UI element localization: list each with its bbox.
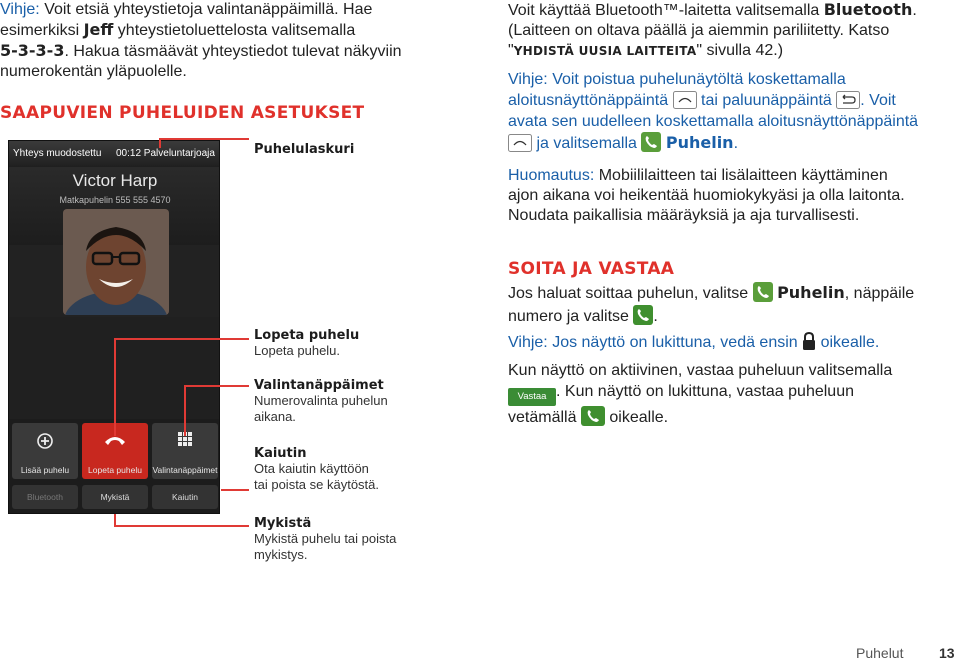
- section-title: SAAPUVIEN PUHELUIDEN ASETUKSET: [0, 103, 365, 123]
- note-label: Huomautus:: [508, 167, 595, 184]
- callout-body: Ota kaiutin käyttöön: [254, 461, 369, 476]
- text-line: Voit käyttää Bluetooth™-laitetta valitsemalla: [508, 2, 820, 19]
- text-line: . Kun näyttö on lukittuna, vastaa puheluun: [556, 383, 854, 400]
- end-call-label: Lopeta puhelu: [88, 465, 142, 475]
- text-line: Mobiililaitteen tai lisälaitteen käyttäminen: [598, 167, 888, 184]
- text-line: vetämällä: [508, 409, 577, 426]
- text-line: (Laitteen on oltava päällä ja aiemmin pariliitetty. Katso: [508, 22, 890, 39]
- phone-app-icon: [753, 282, 773, 302]
- add-call-label: Lisää puhelu: [20, 465, 70, 475]
- text-line: Jos haluat soittaa puhelun, valitse: [508, 285, 749, 302]
- text-line: Jos näyttö on lukittuna, vedä ensin: [552, 334, 798, 351]
- call-paragraph: Jos haluat soittaa puhelun, valitse Puhelin, näppäile numero ja valitse .: [508, 283, 915, 325]
- phone-status-bar: [9, 141, 220, 167]
- speaker-button[interactable]: Kaiutin: [152, 485, 218, 509]
- callout-title: Mykistä: [254, 516, 312, 531]
- tip3-paragraph: [508, 331, 958, 354]
- home-key-icon: [508, 134, 532, 152]
- tip-label: Vihje:: [508, 71, 548, 88]
- tip-name: Jeff: [83, 20, 114, 39]
- answer-paragraph: [508, 361, 958, 429]
- phone-screenshot: [8, 140, 220, 514]
- call-button-icon: [633, 305, 653, 325]
- text-line: oikealle.: [609, 409, 669, 426]
- bluetooth-button[interactable]: Bluetooth: [12, 485, 78, 509]
- text-line: . Voit: [860, 92, 896, 109]
- callout-counter-title: Puhelulaskuri: [254, 142, 355, 157]
- callout-line: [114, 338, 249, 340]
- phone-app-name: Puhelin: [665, 133, 734, 152]
- text-line: oikealle.: [820, 334, 880, 351]
- text-line: " sivulla 42.): [696, 42, 784, 59]
- text-line: ajon aikana voi heikentää huomiokykyäsi ja olla laitonta.: [508, 187, 905, 204]
- add-call-button[interactable]: [12, 423, 78, 479]
- answer-slider-icon: [581, 406, 605, 426]
- callout-body: aikana.: [254, 409, 296, 424]
- mute-button[interactable]: Mykistä: [82, 485, 148, 509]
- lock-icon: [802, 331, 816, 351]
- text-line: avata sen uudelleen koskettamalla aloitusnäyttönäppäintä: [508, 113, 919, 130]
- bluetooth-paragraph: Voit käyttää Bluetooth™-laitetta valitsemalla Bluetooth. (Laitteen on oltava päällä ja aiemmin pariliitetty. Katso "YHDISTÄ UUSIA LAITTEITA" sivulla 42.): [508, 0, 958, 61]
- callout-dialpad: [254, 378, 454, 425]
- callout-title: Lopeta puhelu: [254, 328, 360, 343]
- text-line: Voit poistua puhelunäytöltä koskettamalla: [552, 71, 846, 88]
- tip-label: Vihje:: [0, 1, 40, 18]
- text-line: Kun näyttö on aktiivinen, vastaa puheluun valitsemalla: [508, 362, 893, 379]
- callout-body: tai poista se käytöstä.: [254, 477, 380, 492]
- tip-line: . Hakua täsmäävät yhteystiedot tulevat näkyviin: [64, 43, 402, 60]
- callout-line: [114, 338, 116, 436]
- callout-body: Lopeta puhelu.: [254, 343, 341, 358]
- text-line: , näppäile: [844, 285, 915, 302]
- tip-paragraph: [0, 0, 480, 82]
- callout-line: [184, 385, 186, 436]
- page-number: 13: [939, 645, 955, 661]
- tip-line: yhteystietoluettelosta valitsemalla: [117, 22, 356, 39]
- note-paragraph: [508, 166, 958, 226]
- home-key-icon: [673, 91, 697, 109]
- phone-app-name: Puhelin: [777, 283, 845, 302]
- callout-title: Valintanäppäimet: [254, 378, 384, 393]
- tip2-paragraph: Vihje: Voit poistua puhelunäytöltä koskettamalla aloitusnäyttönäppäintä tai paluunäppäintä . Voit avata sen uudelleen koskettamalla aloitusnäyttönäppäintä ja valitsemalla Puhelin.: [508, 70, 958, 155]
- plus-icon: [37, 433, 53, 449]
- answer-button: Vastaa: [508, 388, 556, 406]
- tip-line: Voit etsiä yhteystietoja valintanäppäimillä. Hae: [44, 1, 373, 18]
- tip-keys: 5-3-3-3: [0, 41, 65, 60]
- callout-title: Kaiutin: [254, 446, 307, 461]
- text-line: ja valitsemalla: [536, 135, 637, 152]
- text-line: tai paluunäppäintä: [701, 92, 832, 109]
- caller-number: Matkapuhelin 555 555 4570: [59, 195, 171, 205]
- tip-line: numerokentän yläpuolelle.: [0, 63, 187, 80]
- callout-line: [221, 489, 249, 491]
- callout-line: [114, 525, 249, 527]
- text-line: Noudata paikallisia määräyksiä ja aja turvallisesti.: [508, 207, 860, 224]
- callout-speaker: [254, 446, 454, 493]
- text-line: ": [508, 42, 514, 59]
- callout-line: [159, 138, 249, 140]
- cross-reference: YHDISTÄ UUSIA LAITTEITA: [513, 44, 697, 58]
- text-line: aloitusnäyttönäppäintä: [508, 92, 669, 109]
- text-line: numero ja valitse: [508, 308, 629, 325]
- back-key-icon: [836, 91, 860, 109]
- section-title: SOITA JA VASTAA: [508, 259, 675, 279]
- callout-body: Numerovalinta puhelun: [254, 393, 388, 408]
- callout-body: Mykistä puhelu tai poista: [254, 531, 397, 546]
- call-status: Yhteys muodostettu: [13, 148, 102, 159]
- callout-end-call: [254, 328, 454, 359]
- caller-photo: [63, 209, 169, 315]
- tip-line: esimerkiksi: [0, 22, 80, 39]
- footer-section: Puhelut: [856, 645, 904, 661]
- callout-body: mykistys.: [254, 547, 308, 562]
- callout-line: [184, 385, 249, 387]
- caller-name: Victor Harp: [72, 171, 158, 190]
- call-timer: 00:12 Palveluntarjoaja: [116, 148, 215, 159]
- callout-mute: [254, 516, 454, 563]
- tip-label: Vihje:: [508, 334, 548, 351]
- dialpad-label: Valintanäppäimet: [152, 465, 218, 475]
- phone-app-icon: [641, 132, 661, 152]
- bluetooth-word: Bluetooth: [823, 0, 913, 19]
